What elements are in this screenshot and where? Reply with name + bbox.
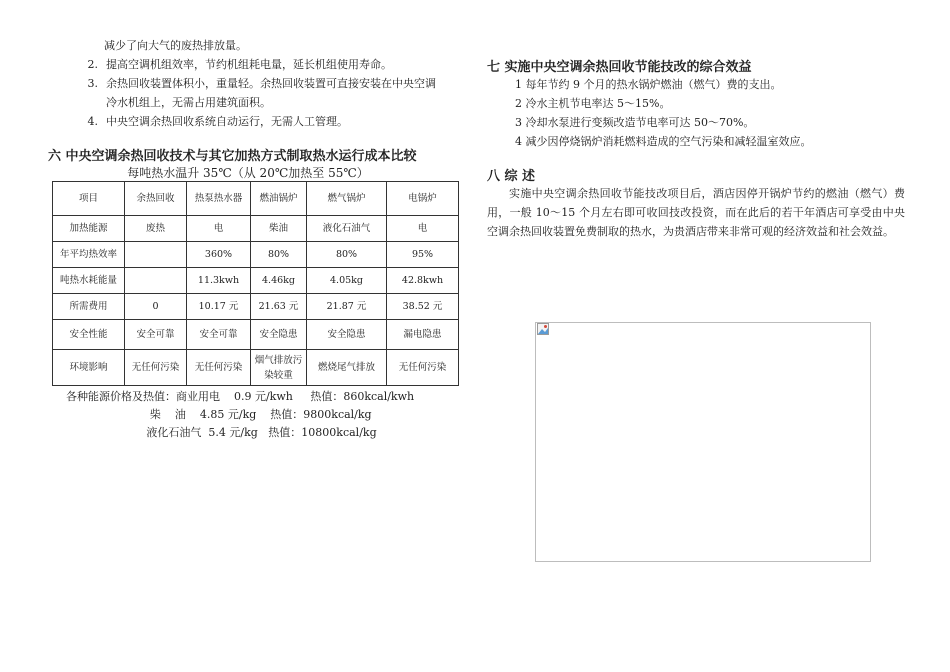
price-line: 柴 油 4.85 元/kg 热值：9800kcal/kg [66, 408, 372, 421]
table-cell: 电 [387, 216, 459, 242]
table-cell: 4.46kg [251, 268, 307, 294]
summary-paragraph: 实施中央空调余热回收节能技改项目后，酒店因停开锅炉节约的燃油（燃气）费用，一般 10～15 个月左右即可收回技改投资，而在此后的若干年酒店可享受由中央空调余热回收装置免费制取的热水，为贵酒店带来非常可观的经济效益和社会效益。 [487, 187, 905, 238]
right-column [487, 56, 905, 241]
table-cell: 电 [187, 216, 251, 242]
table-row [53, 216, 459, 242]
section7-title: 七 实施中央空调余热回收节能技改的综合效益 [487, 60, 752, 75]
table-cell: 柴油 [251, 216, 307, 242]
energy-prices [66, 388, 468, 442]
list-item [48, 55, 468, 74]
table-cell: 年平均热效率 [53, 242, 125, 268]
table-cell: 烟气排放污染较重 [251, 350, 307, 386]
section6-title: 六 中央空调余热回收技术与其它加热方式制取热水运行成本比较 [48, 149, 417, 164]
table-row [53, 242, 459, 268]
table-cell: 0 [125, 294, 187, 320]
header-cell: 项目 [53, 182, 125, 216]
table-cell: 95% [387, 242, 459, 268]
table-row [53, 320, 459, 350]
header-cell: 余热回收 [125, 182, 187, 216]
table-cell: 无任何污染 [387, 350, 459, 386]
table-cell: 42.8kwh [387, 268, 459, 294]
left-column [48, 36, 468, 442]
table-cell: 环境影响 [53, 350, 125, 386]
table-cell: 安全可靠 [187, 320, 251, 350]
table-cell: 吨热水耗能量 [53, 268, 125, 294]
price-line: 各种能源价格及热值：商业用电 0.9 元/kwh 热值：860kcal/kwh [66, 390, 415, 403]
table-cell: 液化石油气 [307, 216, 387, 242]
list-text: 提高空调机组效率，节约机组耗电量，延长机组使用寿命。 [106, 58, 392, 71]
table-cell: 80% [251, 242, 307, 268]
header-cell: 热泵热水器 [187, 182, 251, 216]
cost-comparison-table [52, 181, 459, 386]
table-cell: 11.3kwh [187, 268, 251, 294]
image-placeholder [535, 322, 871, 562]
table-row [53, 268, 459, 294]
benefit-item: 3 冷却水泵进行变频改造节电率可达 50～70%。 [515, 116, 755, 129]
table-row [53, 294, 459, 320]
header-cell: 燃油锅炉 [251, 182, 307, 216]
section8-title: 八 综 述 [487, 169, 536, 184]
table-cell: 漏电隐患 [387, 320, 459, 350]
table-cell: 360% [187, 242, 251, 268]
table-cell: 21.87 元 [307, 294, 387, 320]
table-cell: 无任何污染 [125, 350, 187, 386]
table-header-row [53, 182, 459, 216]
table-cell: 安全性能 [53, 320, 125, 350]
table-cell: 4.05kg [307, 268, 387, 294]
header-cell: 燃气锅炉 [307, 182, 387, 216]
benefit-list [487, 75, 905, 151]
table-cell: 80% [307, 242, 387, 268]
table-cell: 燃烧尾气排放 [307, 350, 387, 386]
table-cell: 安全隐患 [251, 320, 307, 350]
list-item [48, 112, 468, 131]
table-cell: 10.17 元 [187, 294, 251, 320]
broken-image-icon [537, 323, 549, 335]
benefit-item: 2 冷水主机节电率达 5～15%。 [515, 97, 671, 110]
table-row [53, 350, 459, 386]
table-cell: 38.52 元 [387, 294, 459, 320]
list-item [48, 74, 468, 93]
list-text: 冷水机组上，无需占用建筑面积。 [106, 96, 271, 109]
list-num: 4. [87, 115, 98, 128]
list-text: 中央空调余热回收系统自动运行，无需人工管理。 [106, 115, 348, 128]
header-cell: 电锅炉 [387, 182, 459, 216]
continuation-text: 减少了向大气的废热排放量。 [104, 39, 247, 52]
advantage-list [48, 55, 468, 131]
table-cell: 安全可靠 [125, 320, 187, 350]
table-caption: 每吨热水温升 35℃（从 20℃加热至 55℃） [127, 166, 369, 180]
table-cell: 所需费用 [53, 294, 125, 320]
table-cell [125, 242, 187, 268]
table-cell: 21.63 元 [251, 294, 307, 320]
table-cell [125, 268, 187, 294]
list-num: 2. [87, 58, 98, 71]
list-num: 3. [87, 77, 98, 90]
table-cell: 废热 [125, 216, 187, 242]
table-cell: 安全隐患 [307, 320, 387, 350]
list-text: 余热回收装置体积小，重量轻。余热回收装置可直接安装在中央空调 [106, 77, 436, 90]
table-cell: 无任何污染 [187, 350, 251, 386]
list-item [48, 93, 468, 112]
price-line: 液化石油气 5.4 元/kg 热值：10800kcal/kg [66, 426, 377, 439]
table-cell: 加热能源 [53, 216, 125, 242]
benefit-item: 4 减少因停烧锅炉消耗燃料造成的空气污染和减轻温室效应。 [515, 135, 812, 148]
benefit-item: 1 每年节约 9 个月的热水锅炉燃油（燃气）费的支出。 [515, 78, 782, 91]
